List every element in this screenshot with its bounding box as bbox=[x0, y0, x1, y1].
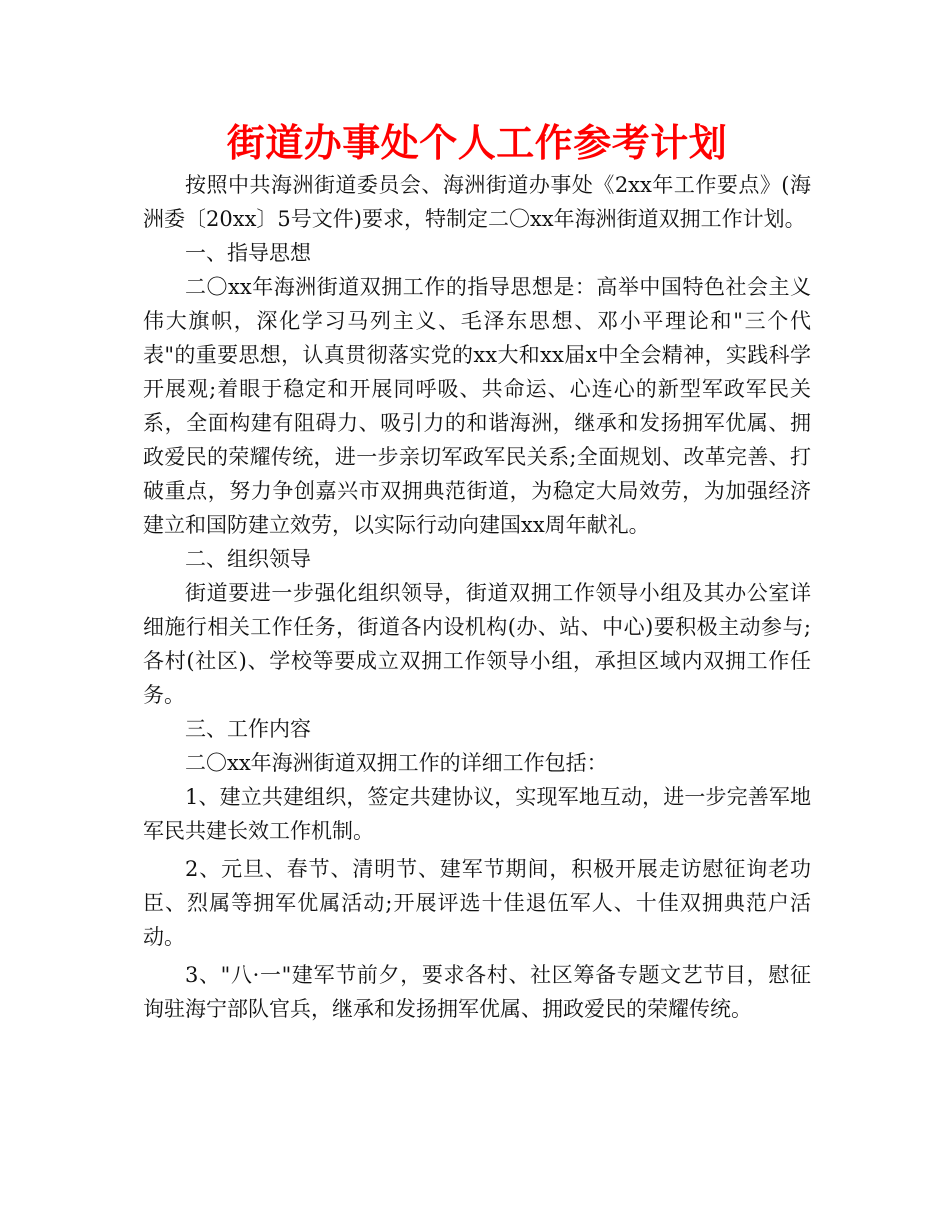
section-heading-work-content: 三、工作内容 bbox=[185, 717, 311, 741]
guiding-ideology-paragraph: 二〇xx年海洲街道双拥工作的指导思想是：高举中国特色社会主义伟大旗帜，深化学习马列主义、毛泽东思想、邓小平理论和"三个代表"的重要思想，认真贯彻落实党的xx大和xx届x中全会精神，实践科学开展观;着眼于稳定和开展同呼吸、共命运、心连心的新型军政军民关系，全面构建有阻碍力、吸引力的和谐海洲，继承和发扬拥军优属、拥政爱民的荣耀传统，进一步亲切军政军民关系;全面规划、改革完善、打破重点，努力争创嘉兴市双拥典范街道，为稳定大局效劳，为加强经济建立和国防建立效劳，以实际行动向建国xx周年献礼。 bbox=[143, 275, 811, 537]
document-page bbox=[143, 118, 811, 1026]
intro-paragraph: 按照中共海洲街道委员会、海洲街道办事处《2xx年工作要点》(海洲委〔20xx〕5号文件)要求，特制定二〇xx年海洲街道双拥工作计划。 bbox=[143, 173, 811, 231]
work-item-1: 1、建立共建组织，签定共建协议，实现军地互动，进一步完善军地军民共建长效工作机制。 bbox=[143, 785, 811, 843]
work-content-intro: 二〇xx年海洲街道双拥工作的详细工作包括： bbox=[185, 751, 608, 775]
document-body bbox=[143, 168, 811, 1026]
section-heading-organization: 二、组织领导 bbox=[185, 547, 311, 571]
organization-paragraph: 街道要进一步强化组织领导，街道双拥工作领导小组及其办公室详细施行相关工作任务，街道各内设机构(办、站、中心)要积极主动参与;各村(社区)、学校等要成立双拥工作领导小组，承担区域内双拥工作任务。 bbox=[143, 581, 811, 707]
document-title: 街道办事处个人工作参考计划 bbox=[226, 121, 728, 165]
section-heading-guiding-ideology: 一、指导思想 bbox=[185, 241, 311, 265]
work-item-2: 2、元旦、春节、清明节、建军节期间，积极开展走访慰征询老功臣、烈属等拥军优属活动;开展评选十佳退伍军人、十佳双拥典范户活动。 bbox=[143, 857, 811, 949]
work-item-3: 3、"八·一"建军节前夕，要求各村、社区筹备专题文艺节目，慰征询驻海宁部队官兵，继承和发扬拥军优属、拥政爱民的荣耀传统。 bbox=[143, 963, 811, 1021]
